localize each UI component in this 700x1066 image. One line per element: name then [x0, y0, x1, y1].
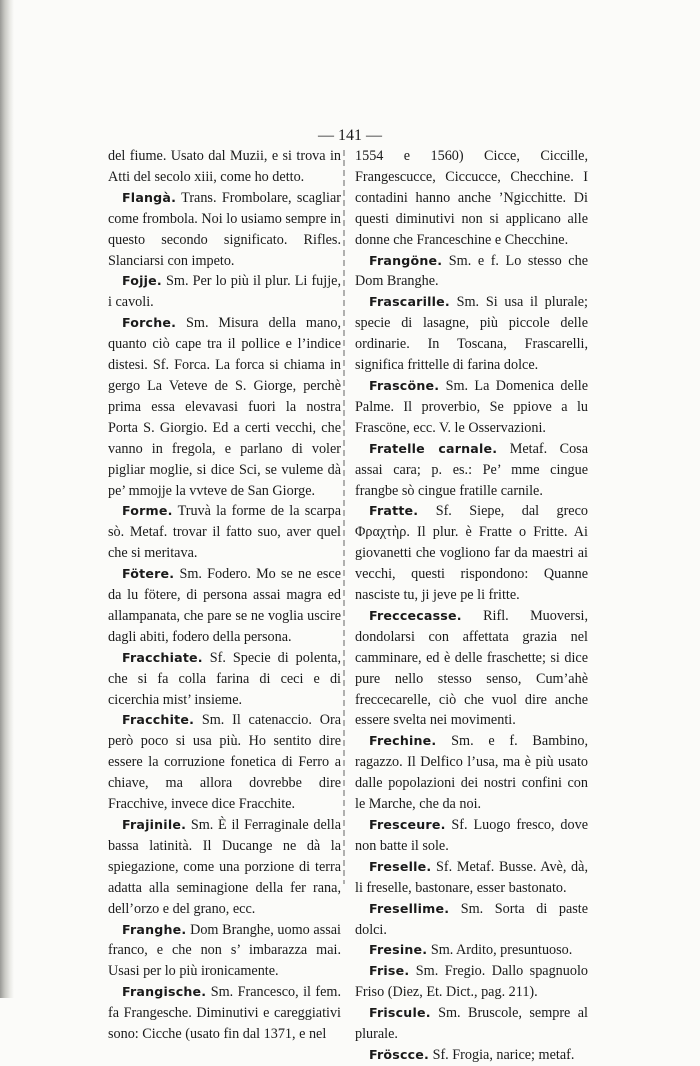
entry-text: del fiume. Usato dal Muzii, e si trova in Atti del secolo xiii, come ho detto.: [108, 148, 341, 185]
page-number: — 141 —: [318, 127, 382, 144]
entry-text: Sf. Specie di polenta, che si fa colla farina di ceci e di cicerchia mist’ insieme.: [108, 649, 341, 708]
entry-text: Rifl. Muoversi, dondolarsi con affettata grazia nel camminare, ed è delle fraschette; si dice pure nello stesso senso, Cum’ahè freccecarelle, ciò che vuol dire anche essere svelta nei movimenti.: [355, 607, 588, 729]
entry-text: 1554 e 1560) Cicce, Ciccille, Frangescucce, Ciccucce, Checchine. I contadini hanno anche ’Ngicchitte. Di questi diminutivi non si applicano alle donne che Franceschine e Checchine.: [355, 148, 588, 248]
entry-text: Sm. Francesco, il fem. fa Frangesche. Diminutivi e careggiativi sono: Cicche (usato fin dal 1371, e nel: [108, 984, 341, 1043]
entry-text: Trans. Frombolare, scagliar come frombola. Noi lo usiamo sempre in questo secondo significato. Rifles. Slanciarsi con impeto.: [108, 189, 341, 269]
dictionary-entry: [355, 731, 588, 815]
entry-text: Sm. Il catenaccio. Ora però poco si usa più. Ho sentito dire essere la corruzione fonetica di Ferro a chiave, ma allora dovrebbe dire Fracchive, invece dice Fracchite.: [108, 712, 341, 813]
entry-text: Sm. Misura della mano, quanto ciò cape tra il pollice e l’indice distesi. Sf. Forca. La forca si chiama in gergo La Veteve de S. Giorge, perchè prima essa elevavasi fuori la nostra Porta S. Giorgio. Ed a certi vecchi, che vanno in fregola, e parlano di voler pigliar moglie, si dice Sci, se vuleme dà pe’ mmojje la vvteve de San Giorge.: [108, 315, 341, 499]
entry-text: Sm. Ardito, presuntuoso.: [427, 942, 573, 959]
entry-headword: Frascöne.: [369, 377, 440, 393]
entry-text: Sm. È il Ferraginale della bassa latinità. Il Ducange ne dà la spiegazione, come una porzione di terra adatta alla seminagione della fer rana, dell’orzo e del grano, ecc.: [108, 817, 341, 917]
entry-headword: Friscule.: [369, 1005, 431, 1021]
entry-text: Sm. Fodero. Mo se ne esce da lu fötere, di persona assai magra ed allampanata, che pare se ne voglia uscire dagli abiti, fodero della persona.: [108, 566, 341, 645]
entry-headword: Freselle.: [369, 858, 432, 874]
entry-text: Metaf. Cosa assai cara; p. es.: Pe’ mme cingue frangbe sò cingue fratille carnile.: [355, 440, 588, 499]
entry-headword: Frise.: [369, 963, 410, 979]
dictionary-entry: [355, 815, 588, 857]
dictionary-entry: [108, 648, 341, 711]
entry-headword: Fojje.: [122, 273, 162, 289]
entry-text: Sf. Siepe, dal greco Φραχτὴρ. Il plur. è Fratte o Fritte. Ai giovanetti che vogliono far da maestri ai vecchi, questi rispondono: Quanne nasciste tu, ji jeve pe li fritte.: [355, 503, 588, 604]
entry-text: Sm. Si usa il plurale; specie di lasagne, più piccole delle ordinarie. In Toscana, Frascarelli, significa frittelle di farina dolce.: [355, 294, 588, 374]
entry-headword: Fresine.: [369, 942, 428, 958]
entry-headword: Frajinile.: [122, 817, 187, 832]
entry-text: Sm. Fregio. Dallo spagnuolo Friso (Diez, Et. Dict., pag. 211).: [355, 963, 588, 1001]
entry-headword: Fröscce.: [369, 1046, 430, 1062]
entry-text: Sm. e f. Bambino, ragazzo. Il Delfico l’usa, ma è più usato dalle popolazioni dei nostri confini con le Marche, che da noi.: [355, 733, 588, 813]
entry-headword: Frascarille.: [369, 294, 450, 310]
left-column: [108, 146, 341, 1045]
dictionary-entry: [355, 1045, 588, 1066]
dictionary-entry: [108, 564, 341, 648]
dictionary-entry: [355, 606, 588, 731]
entry-text: Sm. Sorta di paste dolci.: [355, 900, 588, 938]
entry-text: Sf. Metaf. Busse. Avè, dà, li freselle, bastonare, esser bastonato.: [355, 858, 588, 896]
entry-text: Sf. Luogo fresco, dove non batte il sole.: [355, 817, 588, 854]
dictionary-entry: [108, 815, 341, 920]
dictionary-entry: [355, 961, 588, 1003]
dictionary-entry: [108, 188, 341, 272]
dictionary-entry: [108, 501, 341, 564]
entry-text: Sm. Bruscole, sempre al plurale.: [355, 1005, 588, 1043]
entry-text: Truvà la forme de la scarpa sò. Metaf. trovar il fatto suo, aver quel che si meritava.: [108, 503, 341, 562]
dictionary-entry: [108, 982, 341, 1045]
entry-headword: Flangà.: [122, 189, 177, 205]
entry-headword: Fratelle carnale.: [369, 440, 498, 456]
entry-headword: Fötere.: [122, 566, 175, 582]
entry-headword: Forme.: [122, 503, 173, 519]
dictionary-entry: [108, 710, 341, 815]
dictionary-entry: [355, 251, 588, 293]
entry-text: Sm. La Domenica delle Palme. Il proverbio, Se ppiove a lu Frascöne, ecc. V. le Osservazioni.: [355, 377, 588, 436]
entry-headword: Frangische.: [122, 984, 207, 1000]
entry-text: Dom Branghe, uomo assai franco, e che non s’ imbarazza mai. Usasi per lo più ironicamente.: [108, 921, 341, 980]
entry-headword: Fracchiate.: [122, 649, 203, 665]
column-divider: [343, 150, 345, 884]
entry-text: Sm. Per lo più il plur. Li fujje, i cavoli.: [108, 273, 341, 311]
entry-headword: Freccecasse.: [369, 607, 462, 623]
dictionary-entry: [108, 313, 341, 501]
dictionary-entry: [355, 439, 588, 502]
entry-headword: Fratte.: [369, 503, 419, 519]
dictionary-entry: [355, 940, 588, 961]
entry-headword: Fresceure.: [369, 817, 446, 832]
dictionary-entry: [355, 146, 588, 251]
dictionary-entry: [108, 920, 341, 983]
dictionary-entry: [108, 146, 341, 188]
dictionary-entry: [355, 899, 588, 941]
dictionary-entry: [355, 1003, 588, 1045]
dictionary-entry: [355, 501, 588, 606]
dictionary-entry: [355, 376, 588, 439]
entry-headword: Franghe.: [122, 921, 187, 937]
page-edge-shadow: [0, 0, 14, 998]
entry-headword: Fracchite.: [122, 712, 195, 728]
dictionary-entry: [355, 857, 588, 899]
entry-headword: Frangöne.: [369, 252, 443, 268]
entry-headword: Fresellime.: [369, 900, 450, 916]
entry-headword: Frechine.: [369, 733, 437, 749]
entry-text: Sf. Frogia, narice; metaf.: [429, 1046, 575, 1063]
entry-text: Sm. e f. Lo stesso che Dom Branghe.: [355, 252, 588, 290]
entry-headword: Forche.: [122, 315, 177, 331]
right-column: [355, 146, 588, 1066]
dictionary-entry: [355, 292, 588, 376]
dictionary-entry: [108, 271, 341, 313]
